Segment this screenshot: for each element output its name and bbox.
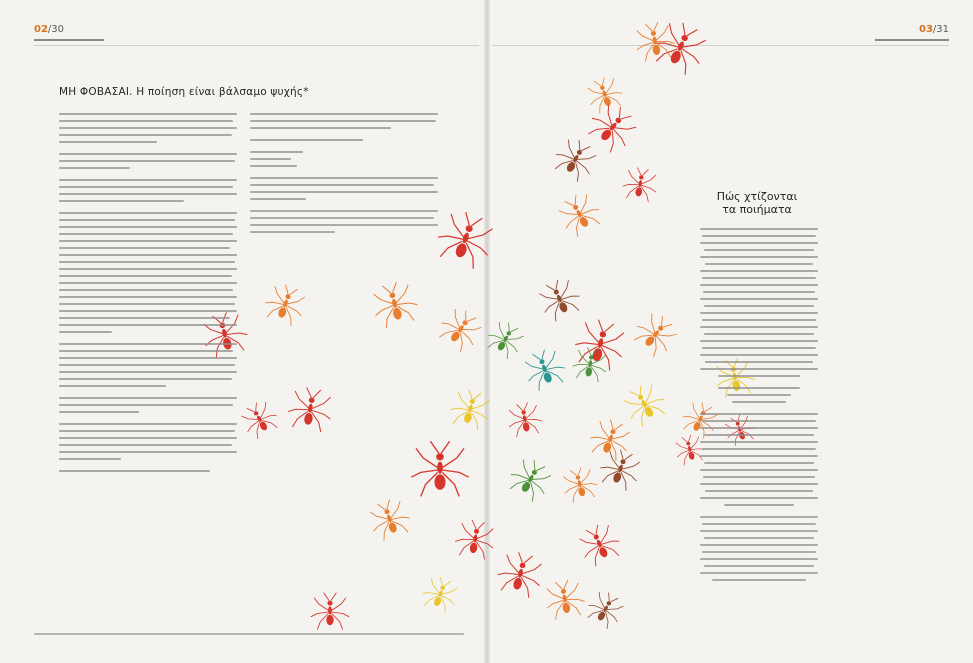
ant-figure bbox=[520, 345, 569, 393]
ant-figure bbox=[432, 206, 499, 272]
ant-figure bbox=[411, 441, 469, 496]
ant-figure bbox=[483, 317, 528, 362]
left-page-current: 02 bbox=[34, 24, 48, 35]
sidebar-body bbox=[700, 228, 818, 586]
ant-figure bbox=[419, 573, 462, 615]
ant-figure bbox=[619, 379, 671, 430]
ant-figure bbox=[505, 454, 557, 505]
ant-figure bbox=[574, 519, 624, 569]
ant-figure bbox=[583, 73, 626, 115]
ant-figure bbox=[583, 587, 628, 632]
ant-figure bbox=[571, 316, 629, 373]
sidebar-title-line-1: Πώς χτίζονται bbox=[716, 190, 798, 203]
right-page-total: /31 bbox=[932, 24, 949, 35]
ant-figure bbox=[534, 274, 584, 324]
left-page-total: /30 bbox=[47, 24, 65, 35]
ant-figure bbox=[311, 593, 349, 630]
ant-figure bbox=[494, 549, 546, 600]
ant-figure bbox=[586, 415, 635, 463]
body-column-1 bbox=[59, 113, 237, 477]
sidebar-title-line-2: τα ποιήματα bbox=[722, 203, 792, 216]
article-headline: ΜΗ ΦΟΒΑΣΑΙ. Η ποίηση είναι βάλσαμο ψυχής* bbox=[59, 86, 309, 98]
ant-figure bbox=[237, 397, 282, 442]
ant-figure bbox=[583, 98, 643, 157]
ant-figure bbox=[596, 445, 645, 493]
ant-figure bbox=[506, 401, 545, 439]
ant-figure bbox=[550, 134, 602, 185]
ant-figure bbox=[629, 308, 682, 361]
ant-figure bbox=[543, 578, 587, 621]
ant-figure bbox=[554, 189, 606, 240]
sidebar-title bbox=[702, 190, 812, 216]
ant-figure bbox=[559, 464, 600, 504]
ant-figure bbox=[369, 279, 421, 330]
ant-figure bbox=[453, 518, 497, 561]
footer-caption-line bbox=[34, 633, 464, 635]
right-page-current: 03 bbox=[918, 24, 933, 35]
body-column-2 bbox=[250, 113, 438, 243]
ant-figure bbox=[365, 495, 414, 543]
ant-figure bbox=[434, 303, 487, 355]
ant-figure bbox=[447, 386, 494, 431]
ant-figure bbox=[261, 280, 310, 328]
ant-figure bbox=[285, 385, 335, 433]
ant-figure bbox=[621, 166, 660, 204]
